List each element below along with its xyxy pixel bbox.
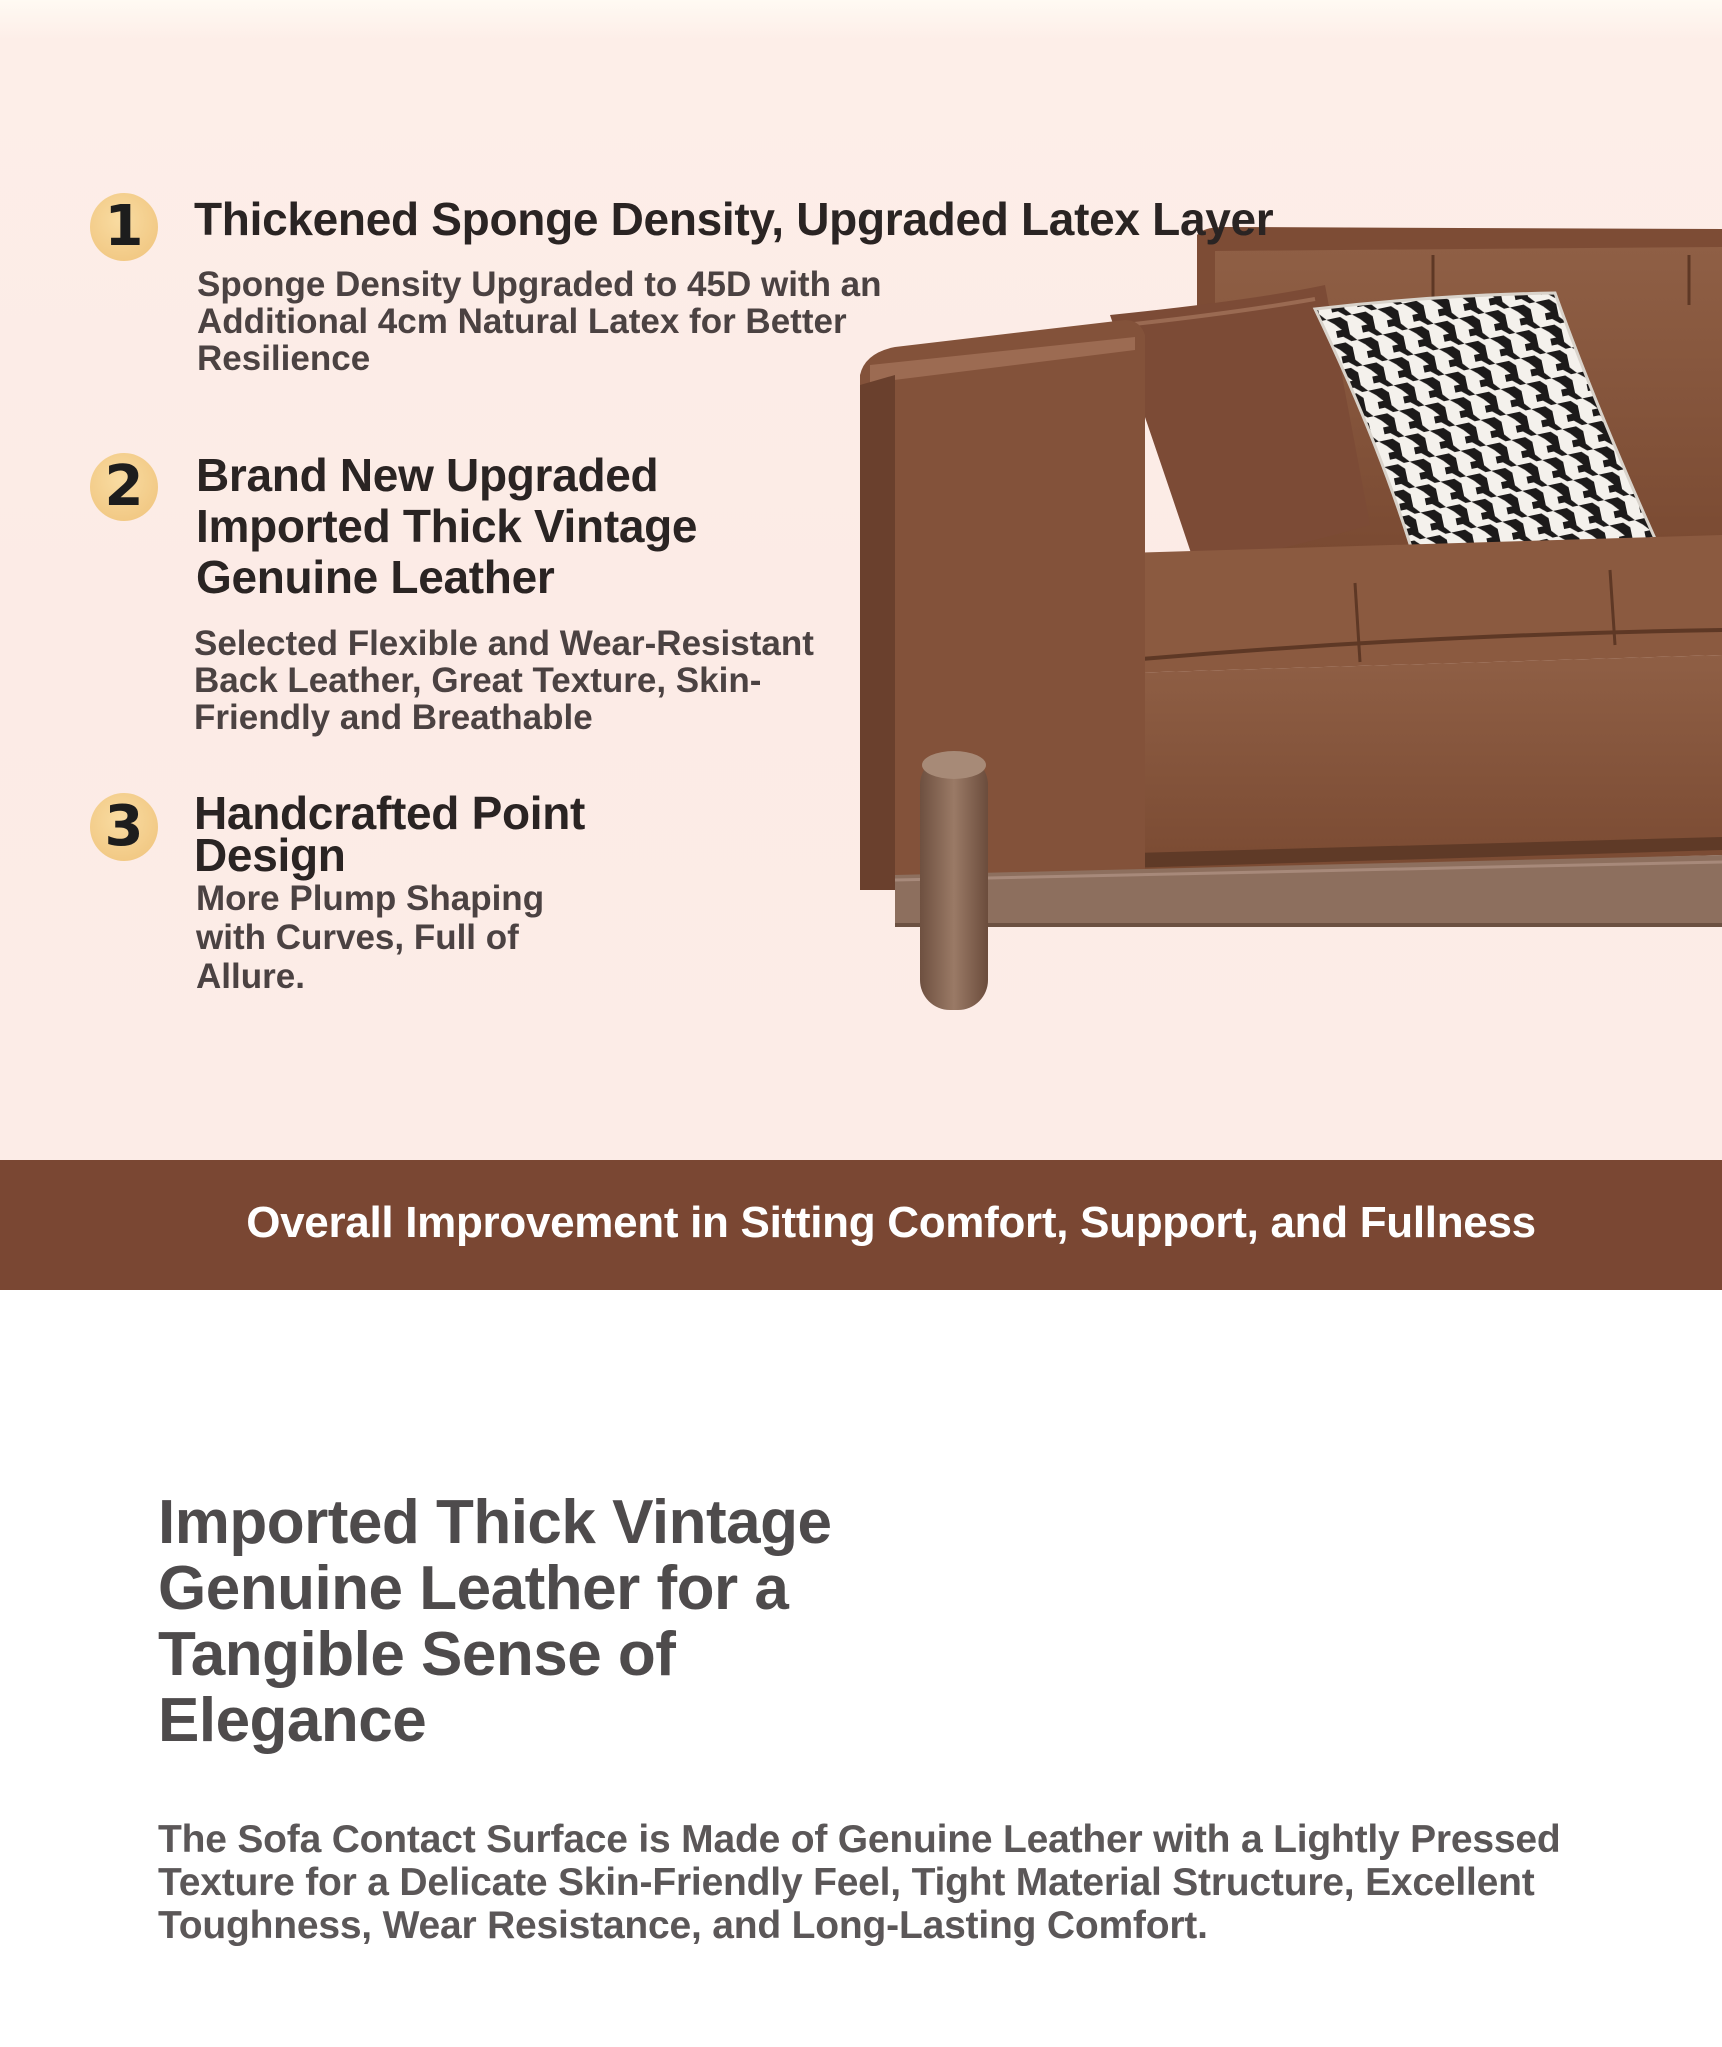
sofa-image	[835, 225, 1722, 1035]
leather-section-title: Imported Thick Vintage Genuine Leather for a Tangible Sense of Elegance	[158, 1488, 832, 1755]
step-1-badge: 1	[90, 193, 158, 261]
feature-2-description: Selected Flexible and Wear-Resistant Back Leather, Great Texture, Skin-Friendly and Breathable	[194, 624, 814, 737]
feature-3-description: More Plump Shaping with Curves, Full of Allure.	[196, 879, 545, 996]
feature-1-title: Thickened Sponge Density, Upgraded Latex Layer	[194, 193, 1274, 245]
step-2-badge: 2	[90, 453, 158, 521]
feature-2-title: Brand New Upgraded Imported Thick Vintage Genuine Leather	[196, 449, 698, 603]
leather-section-body: The Sofa Contact Surface is Made of Genuine Leather with a Lightly Pressed Texture for a Delicate Skin-Friendly Feel, Tight Material Structure, Excellent Toughness, Wear Resistance, and Long-Lasting Comfort.	[158, 1818, 1561, 1947]
feature-1-description: Sponge Density Upgraded to 45D with an Additional 4cm Natural Latex for Better Resilience	[197, 265, 882, 378]
comfort-banner-text: Overall Improvement in Sitting Comfort, Support, and Fullness	[246, 1198, 1536, 1247]
step-3-badge: 3	[90, 793, 158, 861]
feature-3-title: Handcrafted Point Design	[194, 787, 586, 881]
